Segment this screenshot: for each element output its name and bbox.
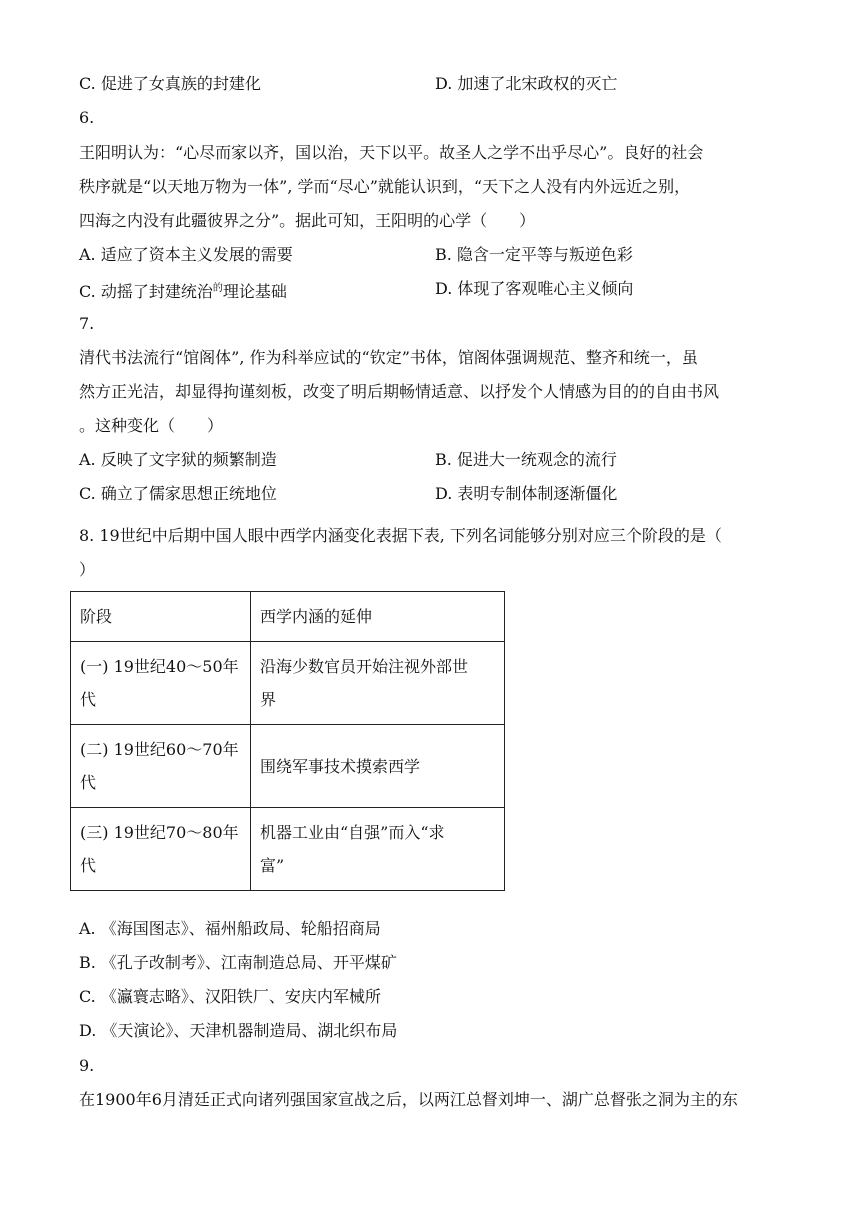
q6-number: 6. [79, 108, 95, 127]
q7-option-d[interactable]: D. 表明专制体制逐渐僵化 [435, 484, 618, 503]
cell-line: 代 [80, 856, 97, 875]
table-row [71, 642, 505, 725]
q6-option-c-text: C. 动摇了封建统治 [79, 282, 213, 301]
table-cell-content [251, 642, 505, 725]
cell-line: 机器工业由“自强”而入“求 [260, 823, 445, 842]
q8-option-b[interactable]: B. 《孔子改制考》、江南制造总局、开平煤矿 [79, 953, 397, 972]
cell-line: 沿海少数官员开始注视外部世 [260, 657, 469, 676]
cell-line: (三) 19世纪70～80年 [80, 823, 239, 842]
q6-option-c-sup: 的 [212, 283, 223, 294]
table-row [71, 808, 505, 891]
q6-option-c[interactable] [79, 278, 287, 303]
q6-option-c-text-end: 理论基础 [222, 282, 287, 301]
q8-option-a[interactable]: A. 《海国图志》、福州船政局、轮船招商局 [79, 919, 381, 938]
table-header-row [71, 592, 505, 642]
q7-option-a[interactable]: A. 反映了文字狱的频繁制造 [79, 450, 277, 469]
q8-stage-table [70, 591, 505, 891]
table-header-content: 西学内涵的延伸 [251, 592, 505, 642]
cell-line: (一) 19世纪40～50年 [80, 657, 239, 676]
q7-stem-line: 。这种变化（ ） [79, 416, 224, 435]
q5-options-row [79, 73, 799, 95]
q7-stem-line: 然方正光洁，却显得拘谨刻板，改变了明后期畅情适意、以抒发个人情感为目的的自由书风 [79, 382, 720, 401]
q6-stem-line: 秩序就是“以天地万物为一体”, 学而“尽心”就能认识到，“天下之人没有内外远近之别， [79, 177, 691, 196]
cell-line: 围绕军事技术摸索西学 [260, 756, 421, 776]
table-cell-stage [71, 642, 251, 725]
q6-stem-line: 四海之内没有此疆彼界之分”。据此可知，王阳明的心学（ ） [79, 211, 536, 230]
q9-number: 9. [79, 1056, 95, 1075]
table-cell-stage [71, 725, 251, 808]
q8-option-c[interactable]: C. 《瀛寰志略》、汉阳铁厂、安庆内军械所 [79, 987, 381, 1006]
q9-stem-line: 在1900年6月清廷正式向诸列强国家宣战之后，以两江总督刘坤一、湖广总督张之洞为主的东 [79, 1090, 738, 1109]
q8-stem-line: ） [79, 560, 96, 579]
cell-line: 界 [260, 690, 277, 709]
q7-options-row [79, 449, 799, 471]
table-cell-stage [71, 808, 251, 891]
q6-options-row [79, 278, 799, 300]
table-cell-content [251, 808, 505, 891]
cell-line: 代 [80, 773, 97, 792]
cell-line: (二) 19世纪60～70年 [80, 740, 239, 759]
q6-option-a[interactable]: A. 适应了资本主义发展的需要 [79, 245, 293, 264]
q7-option-b[interactable]: B. 促进大一统观念的流行 [435, 450, 617, 469]
q5-option-d[interactable]: D. 加速了北宋政权的灭亡 [435, 74, 618, 93]
table-row [71, 725, 505, 808]
table-cell-content [251, 725, 505, 808]
q7-number: 7. [79, 314, 95, 333]
q7-options-row [79, 483, 799, 505]
q6-option-d[interactable]: D. 体现了客观唯心主义倾向 [435, 279, 634, 298]
table-header-stage: 阶段 [71, 592, 251, 642]
cell-line: 富” [260, 856, 285, 875]
q7-option-c[interactable]: C. 确立了儒家思想正统地位 [79, 484, 277, 503]
q6-options-row [79, 244, 799, 266]
cell-line: 代 [80, 690, 97, 709]
q6-option-b[interactable]: B. 隐含一定平等与叛逆色彩 [435, 245, 633, 264]
q8-option-d[interactable]: D. 《天演论》、天津机器制造局、湖北织布局 [79, 1021, 398, 1040]
q6-stem-line: 王阳明认为：“心尽而家以齐，国以治，天下以平。故圣人之学不出乎尽心”。良好的社会 [79, 143, 704, 162]
q8-stem-line: 8. 19世纪中后期中国人眼中西学内涵变化表据下表, 下列名词能够分别对应三个阶段的是（ [79, 526, 722, 545]
q7-stem-line: 清代书法流行“馆阁体”, 作为科举应试的“钦定”书体，馆阁体强调规范、整齐和统一，虽 [79, 348, 698, 367]
q5-option-c[interactable]: C. 促进了女真族的封建化 [79, 74, 261, 93]
